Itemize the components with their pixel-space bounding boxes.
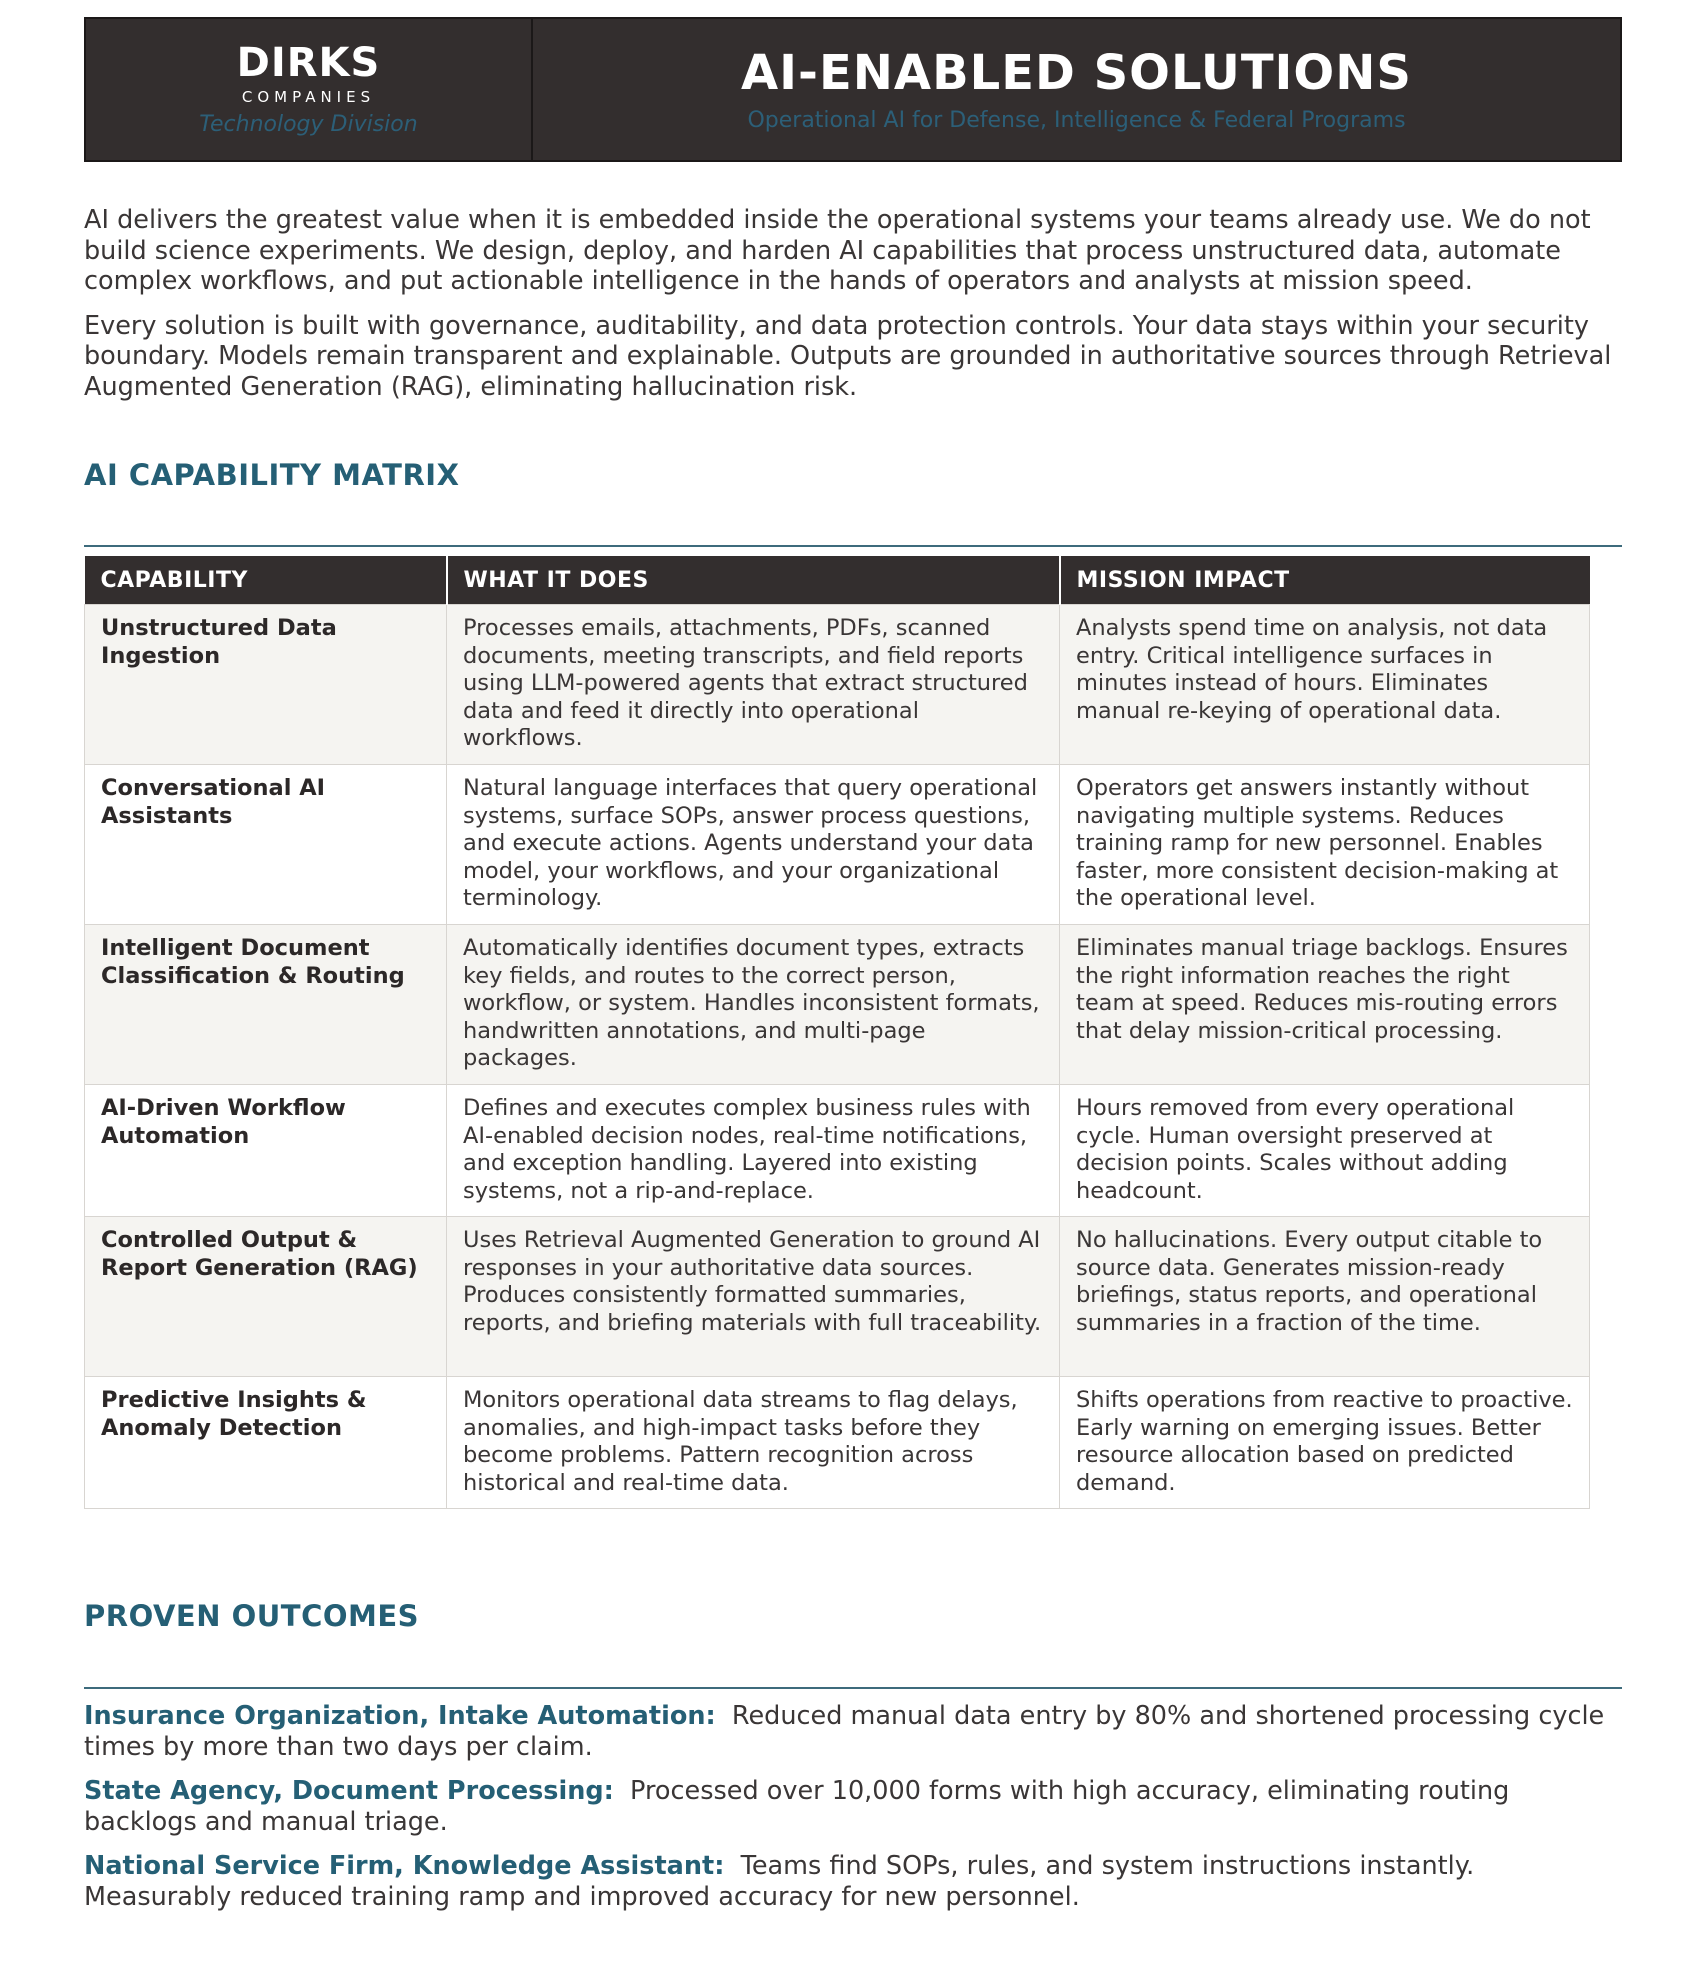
mission-impact-cell: No hallucinations. Every output citable to source data. Generates mission-ready briefings, status reports, and operational summaries in a fraction of the time. <box>1060 1217 1590 1377</box>
what-it-does-cell: Defines and executes complex business rules with AI-enabled decision nodes, real-time notifications, and exception handling. Layered into existing systems, not a rip-and-replace. <box>447 1085 1060 1217</box>
logo-block <box>86 19 533 160</box>
intro-paragraph: Every solution is built with governance, auditability, and data protection controls. Your data stays within your security boundary. Models remain transparent and explainable. Outputs are grounded in authoritative sources through Retrieval Augmented Generation (RAG), eliminating hallucination risk. <box>84 310 1612 402</box>
matrix-section-title: AI CAPABILITY MATRIX <box>84 458 460 492</box>
mission-impact-cell: Operators get answers instantly without navigating multiple systems. Reduces training ramp for new personnel. Enables faster, more consistent decision-making at the operational level. <box>1060 765 1590 925</box>
outcome-org: National Service Firm, Knowledge Assistant: <box>84 1851 725 1881</box>
intro-paragraph: AI delivers the greatest value when it is embedded inside the operational systems your teams already use. We do not build science experiments. We design, deploy, and harden AI capabilities that process unstructured data, automate complex workflows, and put actionable intelligence in the hands of operators and analysts at mission speed. <box>84 205 1591 296</box>
division-label: Technology Division <box>199 111 418 137</box>
table-row <box>85 765 1590 925</box>
outcome-org: State Agency, Document Processing: <box>84 1776 614 1806</box>
table-row <box>85 925 1590 1085</box>
what-it-does-cell: Automatically identifies document types, extracts key fields, and routes to the correct person, workflow, or system. Handles inconsistent formats, handwritten annotations, and multi-page packages. <box>447 925 1060 1085</box>
mission-impact-cell: Analysts spend time on analysis, not data entry. Critical intelligence surfaces in minutes instead of hours. Eliminates manual re-keying of operational data. <box>1060 605 1590 765</box>
capability-cell: AI-Driven Workflow Automation <box>85 1085 447 1217</box>
table-row <box>85 1085 1590 1217</box>
outcome-org: Insurance Organization, Intake Automation: <box>84 1701 716 1731</box>
table-row <box>85 605 1590 765</box>
capability-cell: Intelligent Document Classification & Routing <box>85 925 447 1085</box>
outcome-text: Processed over 10,000 forms with high accuracy, eliminating routing backlogs and manual triage. <box>84 1776 1510 1837</box>
outcome-text: Reduced manual data entry by 80% and shortened processing cycle times by more than two days per claim. <box>84 1701 1605 1762</box>
section-divider <box>84 545 1622 547</box>
capability-cell: Unstructured Data Ingestion <box>85 605 447 765</box>
outcomes-list <box>84 1701 1622 1912</box>
title-block <box>533 19 1620 160</box>
document-page <box>84 17 1622 1926</box>
capability-cell: Predictive Insights & Anomaly Detection <box>85 1377 447 1509</box>
intro-section <box>84 205 1622 402</box>
table-row <box>85 1377 1590 1509</box>
table-row <box>85 1217 1590 1377</box>
page-subtitle: Operational AI for Defense, Intelligence & Federal Programs <box>747 107 1406 133</box>
table-header-row <box>85 556 1590 605</box>
capability-matrix-table <box>84 556 1590 1509</box>
header-banner <box>84 17 1622 162</box>
outcome-item <box>84 1701 1622 1762</box>
column-header-capability: CAPABILITY <box>85 556 447 605</box>
outcome-item <box>84 1851 1622 1912</box>
column-header-what-it-does: WHAT IT DOES <box>447 556 1060 605</box>
what-it-does-cell: Natural language interfaces that query operational systems, surface SOPs, answer process questions, and execute actions. Agents understand your data model, your workflows, and your organizational terminology. <box>447 765 1060 925</box>
column-header-mission-impact: MISSION IMPACT <box>1060 556 1590 605</box>
capability-cell: Conversational AI Assistants <box>85 765 447 925</box>
what-it-does-cell: Monitors operational data streams to flag delays, anomalies, and high-impact tasks before they become problems. Pattern recognition across historical and real-time data. <box>447 1377 1060 1509</box>
logo-subtitle: COMPANIES <box>241 87 376 106</box>
outcome-item <box>84 1776 1622 1837</box>
mission-impact-cell: Eliminates manual triage backlogs. Ensures the right information reaches the right team at speed. Reduces mis-routing errors that delay mission-critical processing. <box>1060 925 1590 1085</box>
section-divider <box>84 1687 1622 1689</box>
mission-impact-cell: Hours removed from every operational cycle. Human oversight preserved at decision points. Scales without adding headcount. <box>1060 1085 1590 1217</box>
page-title: AI-ENABLED SOLUTIONS <box>741 44 1412 101</box>
capability-cell: Controlled Output & Report Generation (RAG) <box>85 1217 447 1377</box>
mission-impact-cell: Shifts operations from reactive to proactive. Early warning on emerging issues. Better resource allocation based on predicted demand. <box>1060 1377 1590 1509</box>
what-it-does-cell: Processes emails, attachments, PDFs, scanned documents, meeting transcripts, and field reports using LLM-powered agents that extract structured data and feed it directly into operational workflows. <box>447 605 1060 765</box>
logo-name: DIRKS <box>236 39 381 86</box>
outcomes-section-title: PROVEN OUTCOMES <box>84 1599 420 1633</box>
what-it-does-cell: Uses Retrieval Augmented Generation to ground AI responses in your authoritative data sources. Produces consistently formatted summaries, reports, and briefing materials with full traceability. <box>447 1217 1060 1377</box>
outcome-text: Teams find SOPs, rules, and system instructions instantly. Measurably reduced training ramp and improved accuracy for new personnel. <box>84 1851 1475 1912</box>
